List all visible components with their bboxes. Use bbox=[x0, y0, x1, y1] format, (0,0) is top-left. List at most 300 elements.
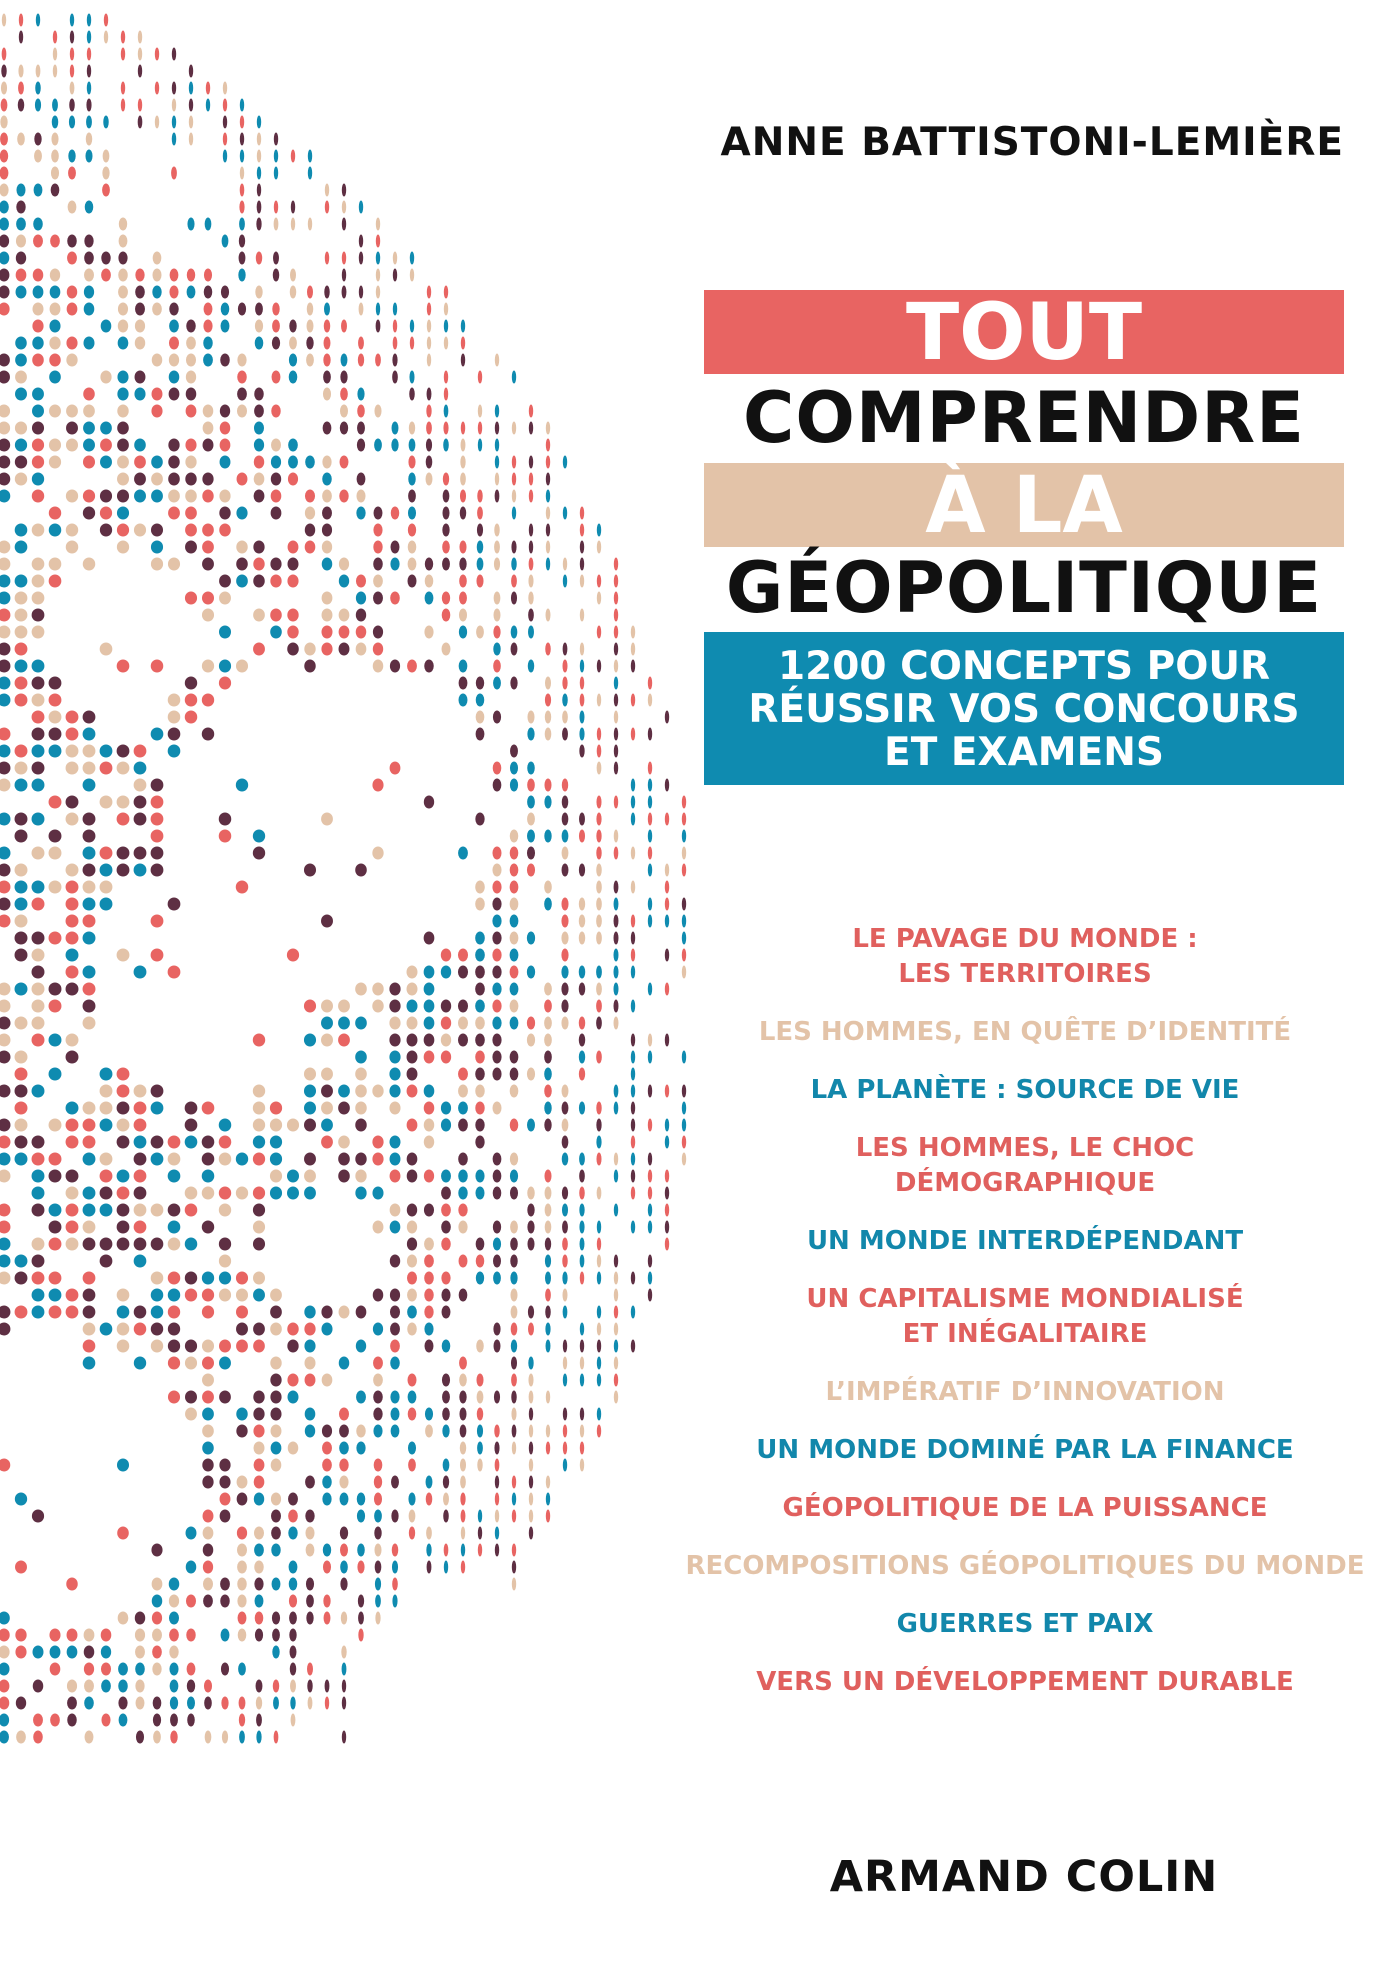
topic-item bbox=[660, 1375, 1390, 1410]
title-line-3: À LA bbox=[925, 461, 1123, 551]
globe-dot bbox=[66, 1221, 79, 1234]
globe-dot bbox=[321, 1306, 332, 1319]
globe-dot bbox=[169, 1646, 178, 1659]
globe-dot bbox=[597, 1340, 601, 1353]
globe-dot bbox=[15, 677, 28, 690]
globe-dot bbox=[342, 252, 346, 265]
globe-dot bbox=[614, 728, 618, 741]
globe-dot bbox=[339, 558, 349, 571]
globe-dot bbox=[324, 303, 330, 316]
globe-dot bbox=[204, 303, 213, 316]
globe-dot bbox=[393, 320, 397, 333]
globe-dot bbox=[492, 898, 501, 911]
globe-dot bbox=[203, 439, 214, 452]
globe-dot bbox=[304, 1119, 316, 1132]
globe-dot bbox=[342, 269, 346, 282]
globe-dot bbox=[305, 1408, 316, 1421]
globe-dot bbox=[475, 983, 485, 996]
globe-dot bbox=[477, 1442, 483, 1455]
globe-dot bbox=[32, 388, 44, 401]
globe-dot bbox=[220, 1578, 230, 1591]
globe-dot bbox=[16, 184, 25, 197]
globe-dot bbox=[152, 354, 163, 367]
globe-dot bbox=[287, 575, 298, 588]
globe-dot bbox=[546, 422, 550, 435]
globe-dot bbox=[134, 864, 147, 877]
globe-dot bbox=[49, 1170, 62, 1183]
globe-dot bbox=[66, 1119, 79, 1132]
globe-dot bbox=[100, 898, 113, 911]
globe-dot bbox=[562, 677, 567, 690]
globe-dot bbox=[614, 847, 619, 860]
globe-dot bbox=[219, 1476, 230, 1489]
globe-dot bbox=[631, 881, 635, 894]
globe-dot bbox=[256, 1680, 263, 1693]
globe-dot bbox=[510, 1068, 519, 1081]
globe-dot bbox=[66, 1034, 79, 1047]
globe-dot bbox=[528, 660, 534, 673]
globe-dot bbox=[202, 660, 214, 673]
globe-dot bbox=[257, 184, 261, 197]
globe-dot bbox=[580, 524, 584, 537]
globe-dot bbox=[169, 303, 178, 316]
globe-dot bbox=[151, 1085, 164, 1098]
globe-dot bbox=[270, 1119, 282, 1132]
globe-dot bbox=[0, 1663, 10, 1676]
globe-dot bbox=[561, 898, 568, 911]
globe-dot bbox=[219, 660, 231, 673]
globe-dot bbox=[322, 592, 333, 605]
globe-dot bbox=[185, 1340, 197, 1353]
globe-dot bbox=[477, 1391, 484, 1404]
globe-dot bbox=[15, 1085, 28, 1098]
globe-dot bbox=[288, 473, 298, 486]
globe-dot bbox=[579, 898, 585, 911]
globe-dot bbox=[441, 1051, 451, 1064]
globe-dot bbox=[270, 558, 281, 571]
globe-dot bbox=[118, 1697, 127, 1710]
globe-dot bbox=[356, 592, 366, 605]
globe-dot bbox=[390, 660, 400, 673]
globe-dot bbox=[274, 167, 278, 180]
globe-dot bbox=[563, 1374, 567, 1387]
globe-dot bbox=[66, 1238, 79, 1251]
globe-dot bbox=[409, 1510, 416, 1523]
globe-dot bbox=[69, 116, 75, 129]
globe-dot bbox=[0, 1714, 9, 1727]
globe-dot bbox=[476, 575, 483, 588]
globe-dot bbox=[614, 575, 618, 588]
globe-dot bbox=[151, 1136, 164, 1149]
globe-dot bbox=[117, 1068, 130, 1081]
globe-dot bbox=[15, 371, 27, 384]
globe-dot bbox=[407, 983, 418, 996]
globe-dot bbox=[340, 1578, 347, 1591]
globe-dot bbox=[168, 439, 179, 452]
globe-dot bbox=[151, 796, 164, 809]
globe-dot bbox=[648, 1187, 652, 1200]
globe-dot bbox=[376, 269, 380, 282]
globe-dot bbox=[152, 1629, 162, 1642]
globe-dot bbox=[117, 949, 130, 962]
globe-dot bbox=[546, 473, 550, 486]
globe-dot bbox=[219, 1272, 231, 1285]
globe-dot bbox=[561, 949, 568, 962]
globe-dot bbox=[0, 303, 10, 316]
globe-dot bbox=[15, 779, 28, 792]
globe-dot bbox=[373, 575, 383, 588]
globe-dot bbox=[153, 1697, 162, 1710]
globe-dot bbox=[529, 524, 533, 537]
globe-dot bbox=[321, 813, 333, 826]
globe-dot bbox=[408, 1493, 415, 1506]
globe-dot bbox=[0, 439, 10, 452]
globe-dot bbox=[305, 1476, 315, 1489]
globe-dot bbox=[134, 966, 147, 979]
globe-dot bbox=[185, 1408, 197, 1421]
globe-dot bbox=[442, 609, 451, 622]
globe-dot bbox=[32, 932, 45, 945]
globe-dot bbox=[151, 1272, 164, 1285]
globe-dot bbox=[83, 1102, 96, 1115]
globe-dot bbox=[290, 286, 296, 299]
globe-dot bbox=[495, 1527, 499, 1540]
globe-dot bbox=[253, 847, 265, 860]
globe-dot bbox=[374, 405, 381, 418]
globe-dot bbox=[136, 1697, 145, 1710]
globe-dot bbox=[219, 524, 231, 537]
topic-line: LE PAVAGE DU MONDE : bbox=[852, 924, 1198, 954]
globe-dot bbox=[444, 405, 449, 418]
globe-dot bbox=[596, 1000, 602, 1013]
globe-dot bbox=[648, 864, 652, 877]
globe-dot bbox=[424, 932, 435, 945]
globe-dot bbox=[614, 745, 618, 758]
globe-dot bbox=[596, 1136, 601, 1149]
globe-dot bbox=[475, 1068, 485, 1081]
globe-dot bbox=[305, 490, 315, 503]
globe-dot bbox=[138, 48, 142, 61]
globe-dot bbox=[476, 677, 484, 690]
globe-dot bbox=[0, 643, 10, 656]
globe-dot bbox=[135, 1663, 145, 1676]
globe-dot bbox=[15, 762, 28, 775]
globe-dot bbox=[492, 864, 501, 877]
globe-dot bbox=[69, 99, 75, 112]
globe-dot bbox=[614, 898, 619, 911]
globe-dot bbox=[66, 1187, 79, 1200]
globe-dot bbox=[325, 252, 329, 265]
globe-dot bbox=[648, 898, 652, 911]
globe-dot bbox=[355, 864, 367, 877]
globe-dot bbox=[306, 354, 314, 367]
globe-dot bbox=[458, 1085, 468, 1098]
globe-dot bbox=[614, 677, 618, 690]
globe-dot bbox=[66, 354, 77, 367]
globe-dot bbox=[186, 405, 197, 418]
globe-dot bbox=[15, 694, 28, 707]
globe-dot bbox=[511, 1357, 517, 1370]
globe-dot bbox=[322, 456, 331, 469]
globe-dot bbox=[83, 728, 96, 741]
globe-dot bbox=[460, 1459, 466, 1472]
globe-dot bbox=[202, 694, 214, 707]
globe-dot bbox=[425, 575, 434, 588]
globe-dot bbox=[135, 269, 144, 282]
globe-dot bbox=[529, 405, 533, 418]
globe-dot bbox=[0, 1459, 10, 1472]
globe-dot bbox=[527, 1017, 535, 1030]
globe-dot bbox=[545, 1204, 552, 1217]
globe-dot bbox=[389, 1051, 400, 1064]
globe-dot bbox=[510, 745, 518, 758]
globe-dot bbox=[391, 541, 400, 554]
globe-dot bbox=[459, 541, 466, 554]
globe-dot bbox=[16, 235, 26, 248]
globe-dot bbox=[15, 745, 28, 758]
globe-dot bbox=[563, 643, 568, 656]
globe-dot bbox=[407, 1017, 418, 1030]
globe-dot bbox=[135, 303, 145, 316]
globe-dot bbox=[410, 337, 414, 350]
globe-dot bbox=[271, 1493, 281, 1506]
subtitle-line: ET EXAMENS bbox=[884, 730, 1164, 775]
globe-dot bbox=[187, 1714, 195, 1727]
globe-dot bbox=[253, 558, 264, 571]
globe-dot bbox=[512, 1561, 516, 1574]
globe-dot bbox=[49, 881, 62, 894]
globe-dot bbox=[494, 1340, 501, 1353]
globe-dot bbox=[458, 1017, 468, 1030]
globe-dot bbox=[223, 82, 227, 95]
globe-dot bbox=[0, 660, 10, 673]
globe-dot bbox=[597, 1187, 602, 1200]
globe-dot bbox=[186, 1561, 197, 1574]
globe-dot bbox=[219, 813, 232, 826]
globe-dot bbox=[426, 473, 433, 486]
globe-dot bbox=[15, 864, 28, 877]
globe-dot bbox=[152, 1663, 161, 1676]
globe-dot bbox=[493, 1238, 501, 1251]
globe-dot bbox=[32, 881, 45, 894]
globe-dot bbox=[15, 1272, 28, 1285]
globe-dot bbox=[134, 1221, 147, 1234]
globe-dot bbox=[477, 1459, 482, 1472]
globe-dot bbox=[308, 167, 312, 180]
globe-dot bbox=[66, 813, 79, 826]
globe-dot bbox=[15, 541, 28, 554]
globe-dot bbox=[528, 1374, 533, 1387]
globe-dot bbox=[441, 1119, 451, 1132]
globe-dot bbox=[253, 1323, 265, 1336]
globe-dot bbox=[407, 1119, 418, 1132]
globe-dot bbox=[511, 558, 516, 571]
globe-dot bbox=[373, 660, 384, 673]
globe-dot bbox=[219, 1204, 231, 1217]
globe-dot bbox=[32, 1017, 45, 1030]
globe-dot bbox=[134, 847, 147, 860]
globe-dot bbox=[287, 609, 298, 622]
globe-dot bbox=[510, 1153, 518, 1166]
globe-dot bbox=[580, 1323, 584, 1336]
globe-dot bbox=[545, 728, 552, 741]
globe-dot bbox=[219, 1153, 231, 1166]
globe-dot bbox=[475, 1170, 484, 1183]
globe-dot bbox=[168, 1340, 180, 1353]
globe-dot bbox=[580, 1442, 584, 1455]
globe-dot bbox=[442, 1391, 450, 1404]
globe-dot bbox=[32, 320, 43, 333]
globe-dot bbox=[15, 1051, 28, 1064]
globe-dot bbox=[665, 864, 669, 877]
topic-item bbox=[660, 1549, 1390, 1584]
globe-dot bbox=[478, 1527, 482, 1540]
globe-dot bbox=[458, 1221, 467, 1234]
globe-dot bbox=[151, 1238, 164, 1251]
globe-dot bbox=[427, 1561, 432, 1574]
globe-dot bbox=[493, 1170, 502, 1183]
globe-dot bbox=[49, 1306, 62, 1319]
globe-dot bbox=[510, 1017, 519, 1030]
globe-dot bbox=[441, 1170, 451, 1183]
globe-dot bbox=[478, 439, 482, 452]
globe-dot bbox=[288, 456, 298, 469]
globe-dot bbox=[0, 1000, 10, 1013]
globe-dot bbox=[185, 694, 197, 707]
globe-dot bbox=[596, 864, 602, 877]
globe-dot bbox=[66, 1306, 79, 1319]
globe-dot bbox=[544, 1000, 552, 1013]
globe-dot bbox=[492, 881, 501, 894]
globe-dot bbox=[407, 1221, 417, 1234]
globe-dot bbox=[493, 711, 501, 724]
globe-dot bbox=[203, 337, 213, 350]
globe-dot bbox=[185, 1357, 197, 1370]
globe-dot bbox=[492, 1068, 501, 1081]
globe-dot bbox=[442, 1425, 449, 1438]
globe-dot bbox=[32, 1000, 45, 1013]
globe-dot bbox=[308, 218, 312, 231]
globe-dot bbox=[287, 1119, 299, 1132]
globe-dot bbox=[219, 507, 230, 520]
globe-dot bbox=[0, 1680, 9, 1693]
globe-dot bbox=[321, 1323, 332, 1336]
globe-dot bbox=[172, 82, 176, 95]
globe-dot bbox=[117, 439, 129, 452]
globe-dot bbox=[373, 541, 382, 554]
globe-dot bbox=[322, 1493, 331, 1506]
globe-dot bbox=[339, 1408, 349, 1421]
globe-dot bbox=[492, 966, 501, 979]
globe-dot bbox=[321, 915, 333, 928]
globe-dot bbox=[305, 1425, 315, 1438]
globe-dot bbox=[86, 99, 91, 112]
globe-dot bbox=[253, 1391, 264, 1404]
globe-dot bbox=[271, 456, 281, 469]
globe-dot bbox=[170, 1731, 177, 1744]
globe-dot bbox=[254, 422, 264, 435]
globe-dot bbox=[290, 1697, 295, 1710]
globe-dot bbox=[121, 31, 125, 44]
globe-dot bbox=[356, 643, 367, 656]
globe-dot bbox=[357, 1510, 365, 1523]
globe-dot bbox=[203, 1510, 214, 1523]
globe-dot bbox=[291, 218, 295, 231]
globe-dot bbox=[614, 762, 618, 775]
globe-dot bbox=[376, 235, 380, 248]
globe-dot bbox=[392, 422, 399, 435]
globe-dot bbox=[254, 456, 264, 469]
globe-dot bbox=[0, 456, 10, 469]
globe-dot bbox=[0, 728, 10, 741]
globe-dot bbox=[117, 422, 129, 435]
globe-dot bbox=[544, 1119, 551, 1132]
globe-dot bbox=[546, 1510, 550, 1523]
globe-dot bbox=[356, 1340, 366, 1353]
globe-dot bbox=[478, 405, 482, 418]
globe-dot bbox=[32, 660, 45, 673]
globe-dot bbox=[135, 320, 145, 333]
globe-dot bbox=[84, 269, 94, 282]
globe-dot bbox=[169, 1578, 180, 1591]
globe-dot bbox=[0, 983, 10, 996]
globe-dot bbox=[373, 558, 383, 571]
globe-dot bbox=[495, 1459, 500, 1472]
globe-dot bbox=[546, 1442, 550, 1455]
globe-dot bbox=[272, 1612, 280, 1625]
globe-dot bbox=[390, 1136, 401, 1149]
globe-dot bbox=[66, 881, 79, 894]
globe-dot bbox=[321, 626, 332, 639]
globe-dot bbox=[512, 473, 516, 486]
globe-dot bbox=[527, 932, 535, 945]
globe-dot bbox=[375, 1578, 381, 1591]
globe-dot bbox=[393, 252, 397, 265]
globe-dot bbox=[511, 1374, 517, 1387]
globe-dot bbox=[118, 1663, 128, 1676]
globe-dot bbox=[390, 1204, 401, 1217]
globe-dot bbox=[134, 1153, 147, 1166]
globe-dot bbox=[83, 1017, 96, 1030]
globe-dot bbox=[424, 1051, 435, 1064]
globe-dot bbox=[356, 490, 365, 503]
globe-dot bbox=[614, 1153, 618, 1166]
globe-dot bbox=[0, 762, 10, 775]
globe-dot bbox=[52, 99, 58, 112]
globe-dot bbox=[341, 1612, 347, 1625]
globe-dot bbox=[459, 592, 467, 605]
globe-dot bbox=[117, 1204, 130, 1217]
globe-dot bbox=[325, 184, 329, 197]
globe-dot bbox=[0, 1629, 10, 1642]
globe-dot bbox=[373, 524, 382, 537]
globe-dot bbox=[270, 626, 282, 639]
globe-dot bbox=[393, 337, 398, 350]
globe-dot bbox=[223, 99, 227, 112]
globe-dot bbox=[373, 643, 383, 656]
globe-dot bbox=[254, 1561, 264, 1574]
globe-dot bbox=[614, 1017, 619, 1030]
globe-dot bbox=[253, 1221, 265, 1234]
globe-dot bbox=[562, 660, 567, 673]
globe-dot bbox=[117, 762, 130, 775]
globe-dot bbox=[441, 1289, 450, 1302]
globe-dot bbox=[322, 1374, 333, 1387]
globe-dot bbox=[460, 1442, 466, 1455]
globe-dot bbox=[579, 1017, 585, 1030]
globe-dot bbox=[424, 1238, 434, 1251]
globe-dot bbox=[510, 949, 519, 962]
